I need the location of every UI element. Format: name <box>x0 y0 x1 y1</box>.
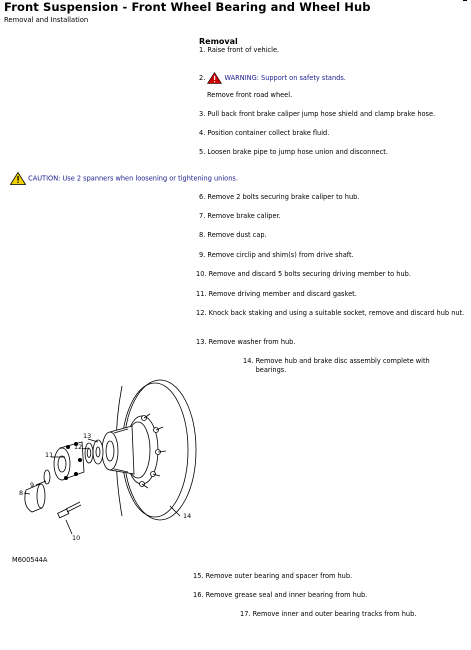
callout-14: 14 <box>183 512 192 520</box>
callout-10: 10 <box>72 534 81 542</box>
step-text: Remove front road wheel. <box>207 91 293 99</box>
bolt-10 <box>58 502 81 518</box>
step-4 <box>199 129 329 138</box>
warning-icon <box>207 72 222 84</box>
step-text: Position container collect brake fluid. <box>207 129 330 137</box>
step-16 <box>193 591 367 600</box>
step-12 <box>196 309 467 318</box>
section-heading: Removal <box>199 37 238 46</box>
callout-11: 11 <box>45 451 54 459</box>
step-text: Remove inner and outer bearing tracks from hub. <box>252 610 417 618</box>
callout-8: 8 <box>19 489 24 497</box>
step-2-sub <box>207 91 292 100</box>
step-number: 8. <box>199 231 206 239</box>
step-text: Pull back front brake caliper jump hose shield and clamp brake hose. <box>207 110 436 118</box>
step-text: Remove hub and brake disc assembly complete with bearings. <box>255 357 430 374</box>
step-number: 2. <box>199 74 206 82</box>
step-text: Remove driving member and discard gasket. <box>208 290 357 298</box>
step-number: 6. <box>199 193 206 201</box>
hub-nut-12 <box>85 443 93 463</box>
caution-text: CAUTION: Use 2 spanners when loosening or tightening unions. <box>28 174 238 183</box>
callout-13: 13 <box>83 432 92 440</box>
step-15 <box>193 572 352 581</box>
step-3 <box>199 110 435 119</box>
circlip <box>44 470 50 484</box>
step-6 <box>199 193 359 202</box>
caution-note <box>10 172 238 185</box>
step-5 <box>199 148 388 157</box>
step-text: Remove circlip and shim(s) from drive shaft. <box>207 251 354 259</box>
step-2 <box>199 72 346 84</box>
step-number: 11. <box>196 290 207 298</box>
step-number: 16. <box>193 591 204 599</box>
step-10 <box>196 270 411 279</box>
step-number: 9. <box>199 251 206 259</box>
figure-caption: M600544A <box>12 556 48 564</box>
callout-12: 12 <box>74 443 83 451</box>
step-8 <box>199 231 267 240</box>
step-11 <box>196 290 357 299</box>
step-13 <box>196 338 295 347</box>
step-text: Remove brake caliper. <box>207 212 281 220</box>
step-number: 1. <box>199 46 206 54</box>
step-text: Raise front of vehicle. <box>207 46 280 54</box>
step-text: Remove grease seal and inner bearing from hub. <box>205 591 368 599</box>
step-text: Remove washer from hub. <box>208 338 296 346</box>
callout-9: 9 <box>30 481 35 489</box>
step-number: 10. <box>196 270 207 278</box>
step-text: Knock back staking and using a suitable socket, remove and discard hub nut. <box>208 309 465 317</box>
step-1 <box>199 46 279 55</box>
step-number: 14. <box>243 357 254 365</box>
page-title: Front Suspension - Front Wheel Bearing and Wheel Hub <box>4 0 371 14</box>
step-text: Remove and discard 5 bolts securing driving member to hub. <box>208 270 411 278</box>
step-text: Remove 2 bolts securing brake caliper to hub. <box>207 193 360 201</box>
step-number: 7. <box>199 212 206 220</box>
caution-icon <box>10 172 26 185</box>
step-number: 15. <box>193 572 204 580</box>
step-number: 4. <box>199 129 206 137</box>
page-subtitle: Removal and Installation <box>4 16 89 24</box>
step-number: 17. <box>240 610 251 618</box>
step-text: Remove outer bearing and spacer from hub. <box>205 572 353 580</box>
step-17 <box>240 610 416 619</box>
step-text: Remove dust cap. <box>207 231 267 239</box>
step-number: 13. <box>196 338 207 346</box>
washer-13 <box>93 440 103 464</box>
step-number: 3. <box>199 110 206 118</box>
warning-text: WARNING: Support on safety stands. <box>224 74 346 82</box>
corner-mark <box>463 0 467 1</box>
step-9 <box>199 251 354 260</box>
step-14 <box>243 357 456 375</box>
step-text: Loosen brake pipe to jump hose union and disconnect. <box>207 148 388 156</box>
step-7 <box>199 212 281 221</box>
step-number: 5. <box>199 148 206 156</box>
step-number: 12. <box>196 309 207 317</box>
hub-exploded-diagram <box>10 378 220 548</box>
